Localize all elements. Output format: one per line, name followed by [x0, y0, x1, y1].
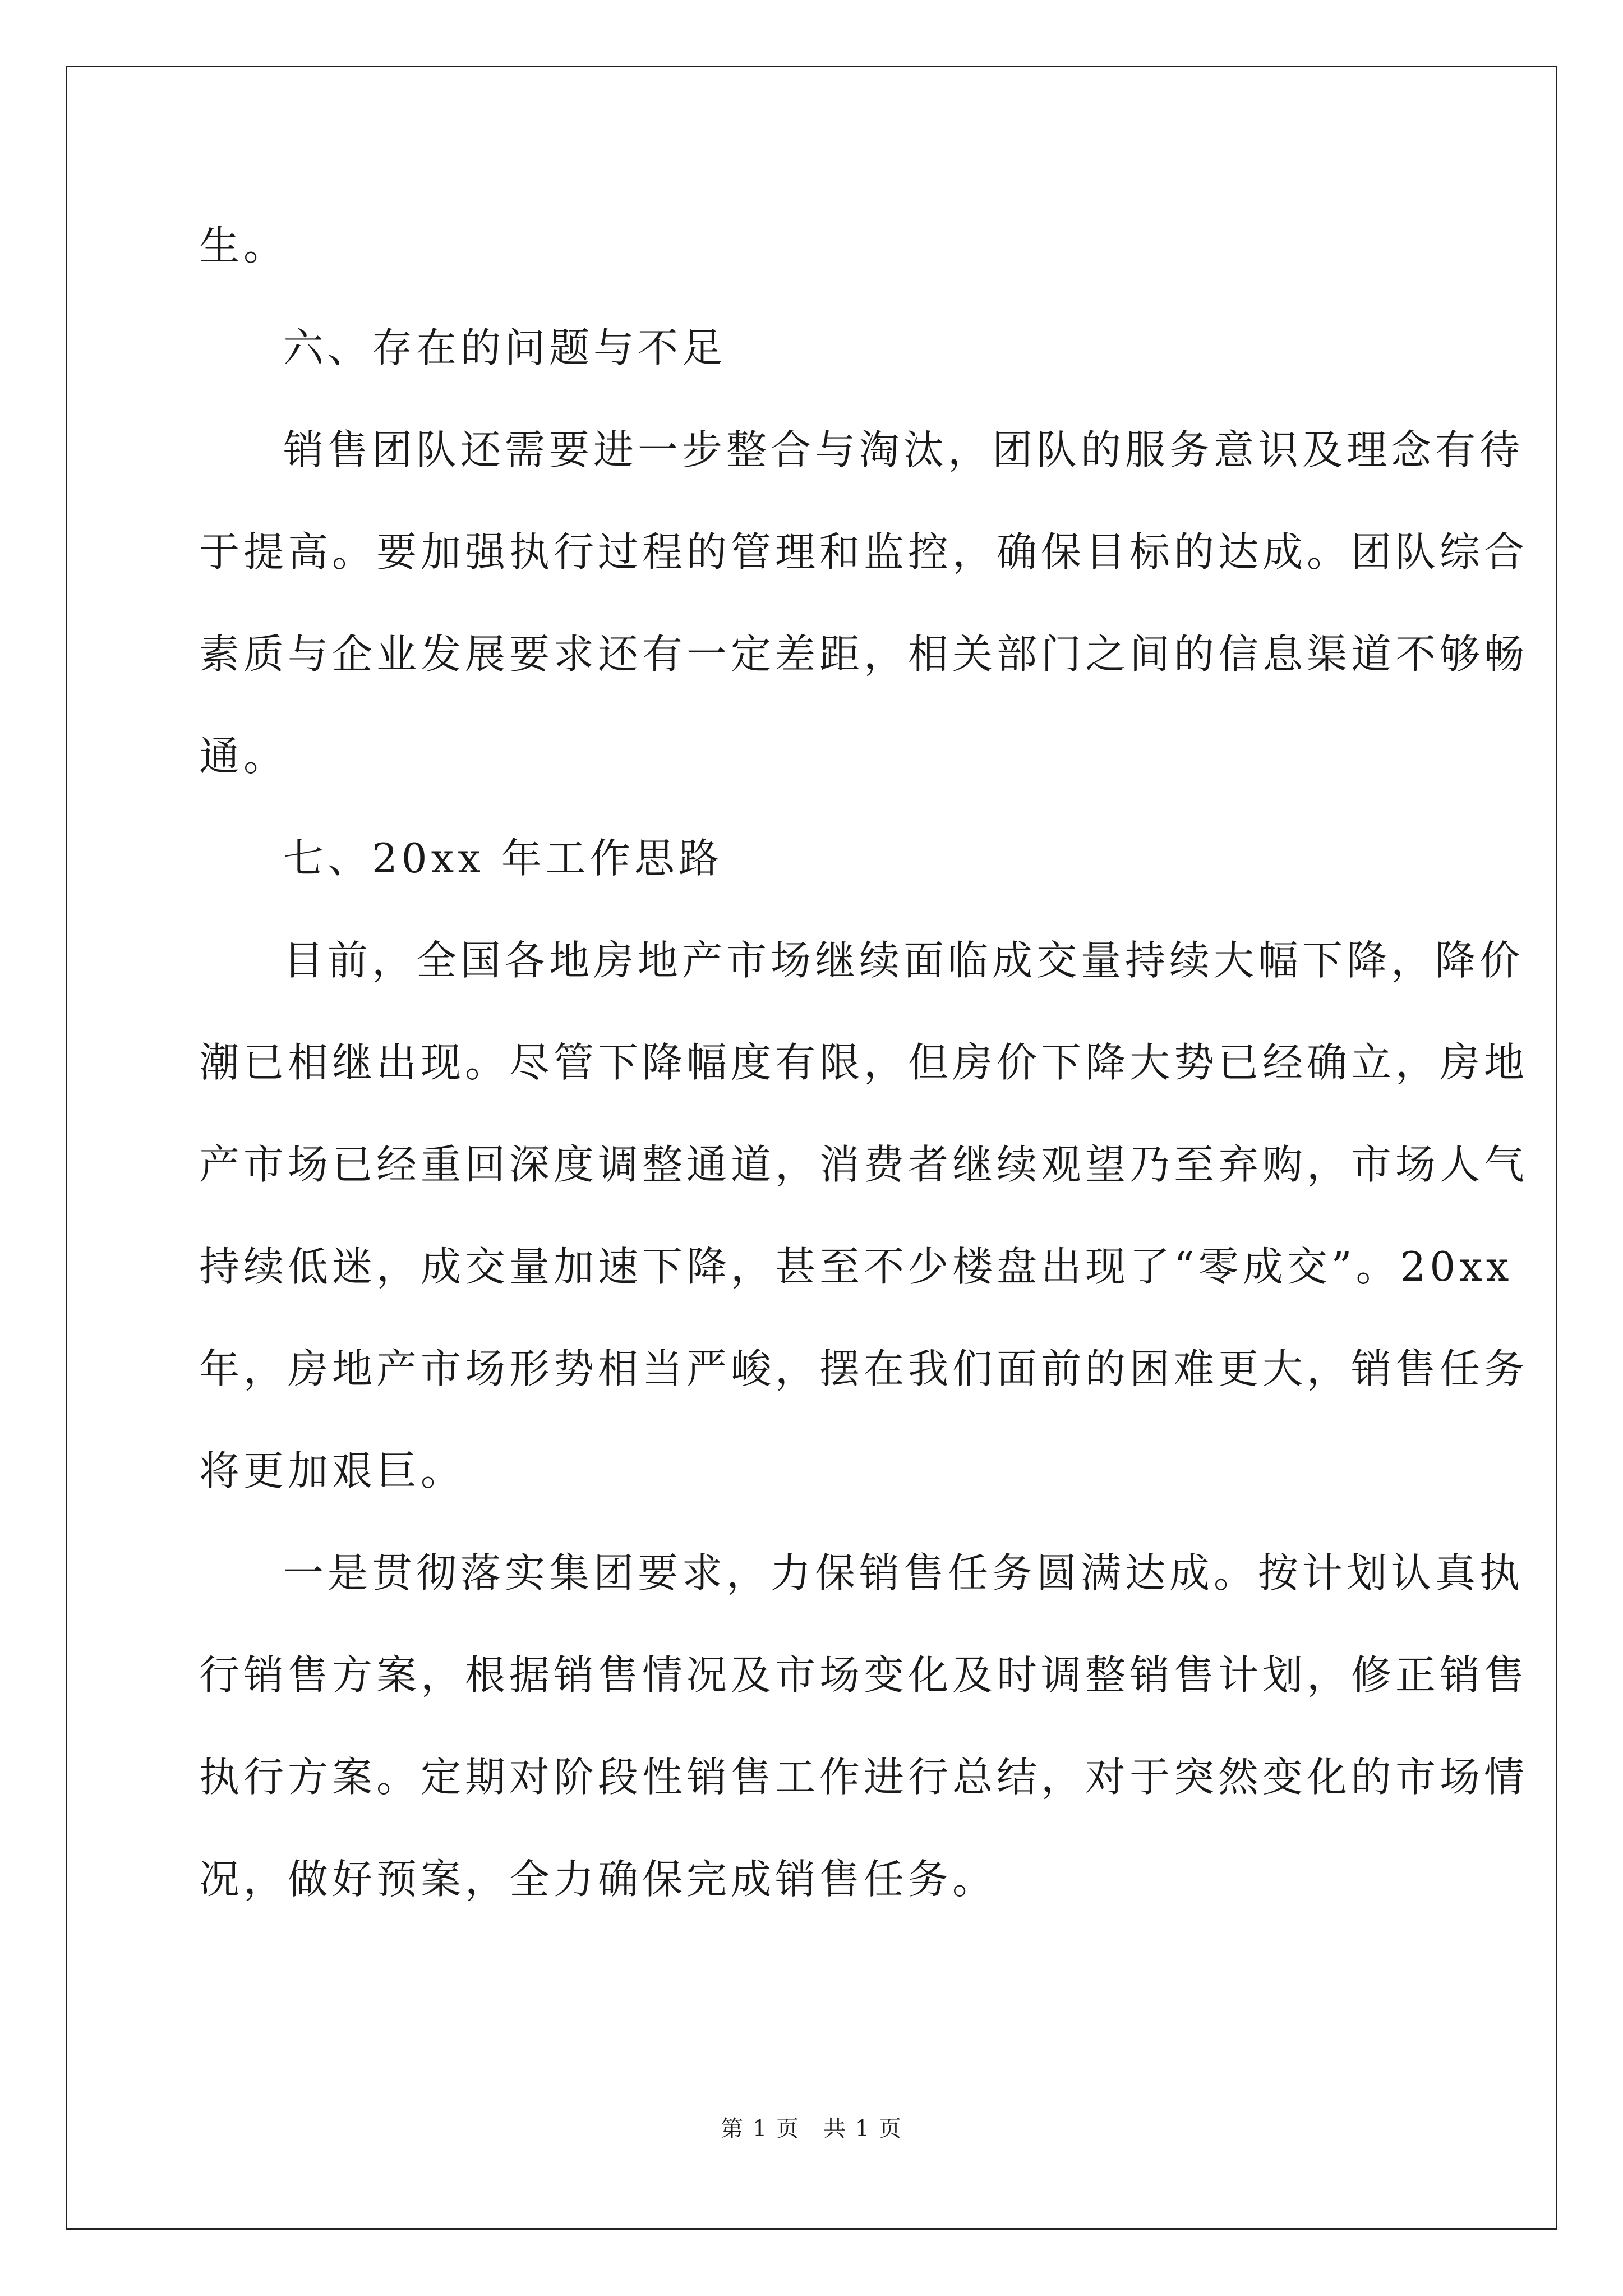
text-line: 行销售方案，根据销售情况及市场变化及时调整销售计划，修正销售 [199, 1651, 1529, 1699]
page-number: 第 1 页 共 1 页 [721, 2116, 902, 2142]
text-line: 销售团队还需要进一步整合与淘汰，团队的服务意识及理念有待 [283, 426, 1524, 473]
text-line: 生。 [199, 222, 288, 269]
text-line: 潮已相继出现。尽管下降幅度有限，但房价下降大势已经确立，房地 [199, 1039, 1529, 1086]
section-heading: 七、20xx 年工作思路 [283, 835, 723, 882]
text-line: 目前，全国各地房地产市场继续面临成交量持续大幅下降，降价 [283, 937, 1524, 984]
text-line: 于提高。要加强执行过程的管理和监控，确保目标的达成。团队综合 [199, 528, 1529, 576]
text-line: 持续低迷，成交量加速下降，甚至不少楼盘出现了“零成交”。20xx [199, 1243, 1513, 1290]
text-line: 素质与企业发展要求还有一定差距，相关部门之间的信息渠道不够畅 [199, 631, 1529, 678]
text-line: 执行方案。定期对阶段性销售工作进行总结，对于突然变化的市场情 [199, 1754, 1529, 1801]
text-line: 产市场已经重回深度调整通道，消费者继续观望乃至弃购，市场人气 [199, 1141, 1529, 1188]
text-line: 一是贯彻落实集团要求，力保销售任务圆满达成。按计划认真执 [283, 1549, 1524, 1596]
text-line: 将更加艰巨。 [199, 1447, 465, 1494]
text-line: 通。 [199, 733, 288, 780]
text-line: 年，房地产市场形势相当严峻，摆在我们面前的困难更大，销售任务 [199, 1345, 1529, 1392]
section-heading: 六、存在的问题与不足 [283, 324, 727, 371]
text-line: 况，做好预案，全力确保完成销售任务。 [199, 1856, 997, 1903]
